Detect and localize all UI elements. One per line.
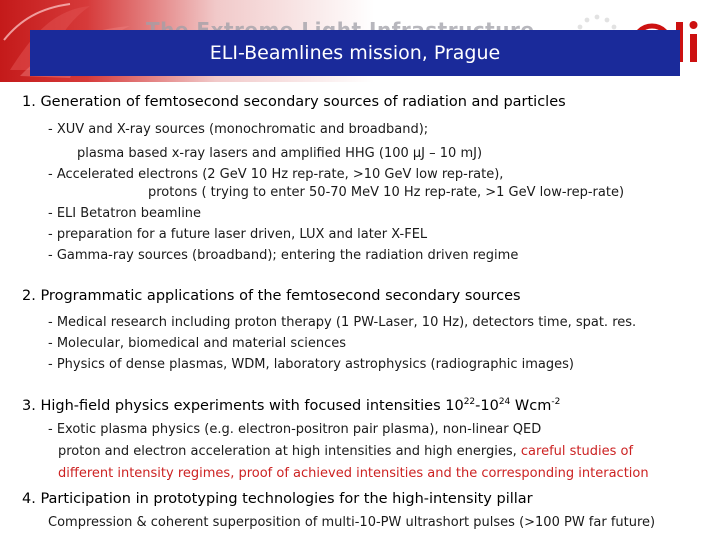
- section-3-heading-mid: -10: [475, 398, 499, 414]
- section-4-heading: 4. Participation in prototyping technologies for the high-intensity pillar: [22, 491, 533, 507]
- section-1-heading: 1. Generation of femtosecond secondary sources of radiation and particles: [22, 94, 566, 110]
- section-1-line-7: - Gamma-ray sources (broadband); entering the radiation driven regime: [48, 248, 519, 263]
- section-3-line-2-highlight: careful studies of: [516, 444, 634, 459]
- section-2-heading: 2. Programmatic applications of the femtosecond secondary sources: [22, 288, 521, 304]
- section-2-line-1: - Medical research including proton therapy (1 PW-Laser, 10 Hz), detectors time, spat. res.: [48, 315, 637, 330]
- section-3-exponent-1: 22: [463, 397, 476, 408]
- page-title: ELI-Beamlines mission, Prague: [209, 42, 501, 64]
- section-1-line-3: - Accelerated electrons (2 GeV 10 Hz rep-rate, >10 GeV low rep-rate),: [48, 167, 504, 182]
- section-3-heading-unit: Wcm: [510, 398, 552, 414]
- section-1-line-2: plasma based x-ray lasers and amplified HHG (100 μJ – 10 mJ): [77, 146, 483, 161]
- header-banner: [0, 0, 720, 82]
- section-4-line-1: Compression & coherent superposition of multi-10-PW ultrashort pulses (>100 PW far future): [48, 515, 656, 530]
- section-1-line-1: - XUV and X-ray sources (monochromatic and broadband);: [48, 122, 429, 137]
- section-3-line-1: - Exotic plasma physics (e.g. electron-positron pair plasma), non-linear QED: [48, 422, 542, 437]
- section-3-line-3: different intensity regimes, proof of achieved intensities and the corresponding interaction: [58, 466, 649, 481]
- section-3-line-2-text: proton and electron acceleration at high intensities and high energies,: [58, 444, 517, 459]
- section-3-line-2: [58, 444, 633, 459]
- section-1-line-6: - preparation for a future laser driven, LUX and later X-FEL: [48, 227, 428, 242]
- section-1-line-5: - ELI Betatron beamline: [48, 206, 202, 221]
- title-bar: [30, 30, 680, 76]
- section-3-exponent-2: 24: [498, 397, 511, 408]
- section-2-line-2: - Molecular, biomedical and material sciences: [48, 336, 347, 351]
- section-3-exponent-3: -2: [551, 397, 561, 408]
- section-1-line-4: protons ( trying to enter 50-70 MeV 10 Hz rep-rate, >1 GeV low-rep-rate): [148, 185, 625, 200]
- section-3-heading-text: 3. High-field physics experiments with focused intensities 10: [22, 398, 464, 414]
- section-3-heading: [22, 398, 560, 414]
- section-2-line-3: - Physics of dense plasmas, WDM, laboratory astrophysics (radiographic images): [48, 357, 574, 372]
